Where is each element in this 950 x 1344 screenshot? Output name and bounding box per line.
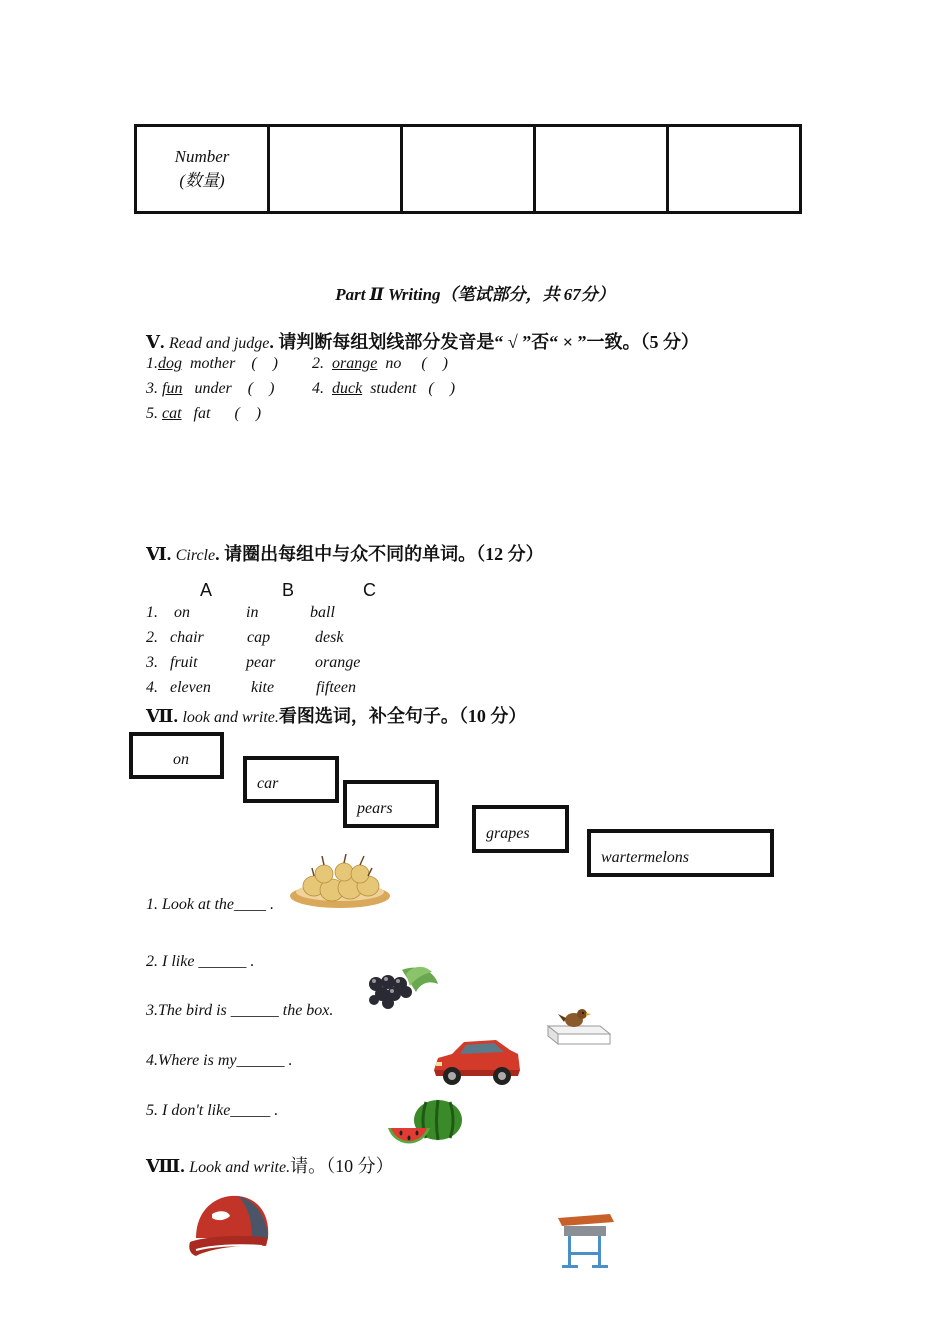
desk-image	[552, 1210, 620, 1276]
section5-num: Ⅴ.	[146, 332, 165, 352]
answer-paren[interactable]: ( )	[251, 355, 278, 372]
sentence-5: 5. I don't like_____ .	[146, 1102, 279, 1119]
section6-heading	[146, 540, 544, 566]
section8-heading	[146, 1152, 394, 1178]
section8-num: Ⅷ.	[146, 1156, 185, 1176]
word-choice[interactable]: fruit	[170, 654, 198, 671]
section5-item: 3. fun under ( )	[146, 380, 275, 397]
section6-cn: . 请圈出每组中与众不同的单词。（12 分）	[215, 544, 544, 564]
sentence-3: 3.The bird is ______ the box.	[146, 1002, 334, 1019]
section5-en: Read and judge	[168, 335, 270, 352]
part-title: Part Ⅱ Writing（笔试部分，共 67分）	[335, 285, 615, 304]
word-choice[interactable]: fifteen	[316, 679, 356, 696]
word-choice[interactable]: chair	[170, 629, 204, 646]
word-box-grapes[interactable]: grapes	[472, 805, 569, 853]
number-table	[134, 124, 802, 214]
number-label-cell	[136, 126, 269, 213]
number-label-en: Number	[174, 147, 230, 166]
sentence-4: 4.Where is my______ .	[146, 1052, 293, 1069]
answer-paren[interactable]: ( )	[428, 380, 456, 397]
section6-num: Ⅵ.	[146, 544, 172, 564]
word-choice[interactable]: pear	[246, 654, 276, 671]
section7-heading	[146, 702, 526, 728]
number-answer-cell[interactable]	[269, 126, 402, 213]
section8-cn: 请。（10 分）	[290, 1156, 394, 1176]
section5-item: 4. duck student ( )	[312, 380, 456, 397]
word-choice[interactable]: ball	[310, 604, 335, 621]
section5-heading	[146, 328, 699, 354]
number-answer-cell[interactable]	[402, 126, 535, 213]
number-answer-cell[interactable]	[535, 126, 668, 213]
word-choice[interactable]: on	[174, 604, 190, 621]
grapes-image	[362, 962, 442, 1012]
sentence-1: 1. Look at the____ .	[146, 896, 274, 913]
section7-cn: 看图选词，补全句子。（10 分）	[278, 706, 527, 726]
section5-item: 1.dog mother ( )	[146, 355, 278, 372]
word-box-watermelons[interactable]: wartermelons	[587, 829, 774, 877]
word-choice[interactable]: orange	[315, 654, 361, 671]
section7-num: Ⅶ.	[146, 706, 178, 726]
sentence-2: 2. I like ______ .	[146, 953, 255, 970]
car-image	[430, 1034, 522, 1090]
column-a-header: A	[200, 580, 213, 600]
watermelon-image	[386, 1098, 466, 1146]
bird-box-image	[544, 1004, 614, 1060]
number-answer-cell[interactable]	[668, 126, 801, 213]
section5-item: 2. orange no ( )	[312, 355, 448, 372]
answer-paren[interactable]: ( )	[421, 355, 448, 372]
section8-en: Look and write.	[189, 1159, 291, 1176]
word-choice[interactable]: in	[246, 604, 259, 621]
answer-paren[interactable]: ( )	[247, 380, 275, 397]
section5-item: 5. cat fat ( )	[146, 405, 262, 422]
answer-paren[interactable]: ( )	[234, 405, 262, 422]
word-choice[interactable]: kite	[251, 679, 275, 696]
word-choice[interactable]: eleven	[170, 679, 211, 696]
word-box-pears[interactable]: pears	[343, 780, 439, 828]
pears-image	[288, 850, 392, 910]
column-c-header: C	[363, 580, 376, 600]
word-box-car[interactable]: car	[243, 756, 339, 803]
section6-en: Circle	[175, 547, 216, 564]
word-box-on[interactable]: on	[129, 732, 224, 779]
word-choice[interactable]: cap	[247, 629, 271, 646]
cap-image	[186, 1190, 274, 1270]
word-choice[interactable]: desk	[315, 629, 344, 646]
column-b-header: B	[282, 580, 295, 600]
section5-cn: . 请判断每组划线部分发音是“ √ ”否“ × ”一致。（5 分）	[269, 332, 700, 352]
number-label-cn: (数量)	[179, 171, 225, 190]
section7-en: look and write.	[182, 709, 279, 726]
